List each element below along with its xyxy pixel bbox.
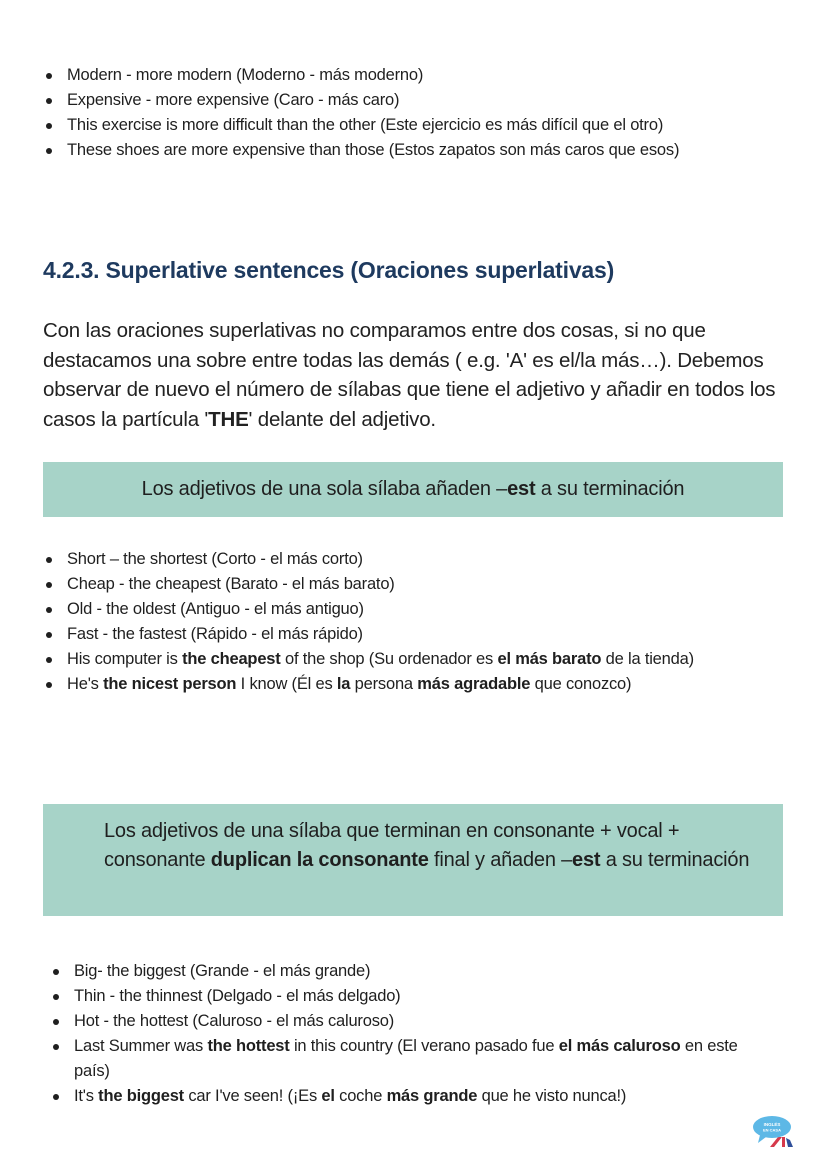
text: This exercise is more difficult than the other (Este ejercicio es más difícil que el otro): [67, 116, 664, 134]
text: Short – the shortest (Corto - el más corto): [67, 550, 363, 568]
list-item: [43, 88, 733, 113]
list-item: [43, 572, 733, 597]
list-item: [43, 622, 733, 647]
bold-text: el más barato: [497, 650, 602, 668]
callout-bold-est: est: [507, 478, 536, 500]
text: Expensive - more expensive (Caro - más caro): [67, 91, 400, 109]
bold-text: más grande: [386, 1087, 478, 1105]
text: It's: [74, 1087, 99, 1105]
list-item: [50, 1034, 750, 1084]
bullet-icon: [46, 632, 52, 638]
intro-paragraph: [43, 316, 788, 434]
text: Hot - the hottest (Caluroso - el más caluroso): [74, 1012, 395, 1030]
bullet-icon: [46, 73, 52, 79]
bold-text: el: [321, 1087, 335, 1105]
list-item: [43, 597, 733, 622]
bullet-icon: [46, 123, 52, 129]
text: car I've seen! (¡Es: [183, 1087, 322, 1105]
list-item: [43, 647, 733, 672]
speech-bubble-uk-flag-logo-icon: [752, 1113, 796, 1147]
bullet-icon: [46, 557, 52, 563]
cvc-examples-list: [50, 959, 750, 1109]
list-item: [50, 1009, 750, 1034]
list-item: [50, 984, 750, 1009]
bullet-icon: [53, 1094, 59, 1100]
text: These shoes are more expensive than those (Estos zapatos son más caros que esos): [67, 141, 680, 159]
intro-text-end: ' delante del adjetivo.: [248, 407, 436, 431]
bold-text: más agradable: [417, 675, 531, 693]
text: Modern - more modern (Moderno - más moderno): [67, 66, 424, 84]
text: coche: [334, 1087, 387, 1105]
list-item: [43, 63, 733, 88]
bold-text: el más caluroso: [558, 1037, 681, 1055]
bullet-icon: [53, 969, 59, 975]
callout-text: [43, 462, 783, 517]
text: He's: [67, 675, 104, 693]
list-item: [43, 672, 733, 697]
callout-text-mid: final y añaden –: [428, 849, 573, 871]
callout-bold-duplicate: duplican la consonante: [210, 849, 429, 871]
bullet-icon: [46, 98, 52, 104]
bullet-icon: [46, 607, 52, 613]
brand-logo-icon: [752, 1113, 796, 1147]
bullet-icon: [46, 582, 52, 588]
bold-text: the biggest: [98, 1087, 184, 1105]
comparative-examples-list: [43, 63, 733, 163]
section-heading: 4.2.3. Superlative sentences (Oraciones superlativas): [43, 257, 615, 283]
text: in this country (El verano pasado fue: [289, 1037, 559, 1055]
text: His computer is: [67, 650, 183, 668]
callout-text-end: a su terminación: [600, 849, 750, 871]
text: de la tienda): [601, 650, 694, 668]
bold-text: the hottest: [207, 1037, 290, 1055]
text: en este país): [74, 1037, 738, 1080]
list-item: [43, 138, 733, 163]
intro-text: Con las oraciones superlativas no comparamos entre dos cosas, si no que destacamos una sobre entre todas las demás ( e.g. 'A' es el/la más…). Debemos observar de nuevo el número de sílabas que tiene el adjetivo y añadir en todos los casos la partícula ': [43, 319, 776, 431]
bullet-icon: [53, 1044, 59, 1050]
text: Last Summer was: [74, 1037, 208, 1055]
svg-text:INGLÉS: INGLÉS: [763, 1122, 781, 1127]
bullet-icon: [46, 682, 52, 688]
rule-callout-cvc: [43, 804, 783, 916]
callout-text-start: Los adjetivos de una sílaba que terminan en consonante + vocal + consonante: [104, 820, 680, 871]
rule-callout-one-syllable: [43, 462, 783, 517]
one-syllable-examples-list: [43, 547, 733, 697]
callout-text-start: Los adjetivos de una sola sílaba añaden –: [141, 478, 508, 500]
callout-text: [43, 804, 783, 875]
bold-text: la: [336, 675, 351, 693]
text: Big- the biggest (Grande - el más grande): [74, 962, 371, 980]
text: Fast - the fastest (Rápido - el más rápido): [67, 625, 363, 643]
text: que he visto nunca!): [477, 1087, 627, 1105]
bold-text: the cheapest: [182, 650, 281, 668]
svg-text:EN CASA: EN CASA: [762, 1127, 782, 1133]
text: Thin - the thinnest (Delgado - el más delgado): [74, 987, 401, 1005]
text: Old - the oldest (Antiguo - el más antiguo): [67, 600, 364, 618]
list-item: [50, 959, 750, 984]
list-item: [43, 547, 733, 572]
bullet-icon: [53, 994, 59, 1000]
callout-bold-est: est: [572, 849, 601, 871]
callout-text-end: a su terminación: [535, 478, 685, 500]
list-item: [43, 113, 733, 138]
bullet-icon: [46, 148, 52, 154]
bold-text: the nicest person: [103, 675, 237, 693]
bullet-icon: [53, 1019, 59, 1025]
text: I know (Él es: [236, 675, 337, 693]
text: persona: [350, 675, 418, 693]
list-item: [50, 1084, 750, 1109]
bullet-icon: [46, 657, 52, 663]
text: of the shop (Su ordenador es: [280, 650, 498, 668]
text: que conozco): [530, 675, 632, 693]
intro-bold-the: THE: [208, 407, 249, 431]
text: Cheap - the cheapest (Barato - el más barato): [67, 575, 395, 593]
